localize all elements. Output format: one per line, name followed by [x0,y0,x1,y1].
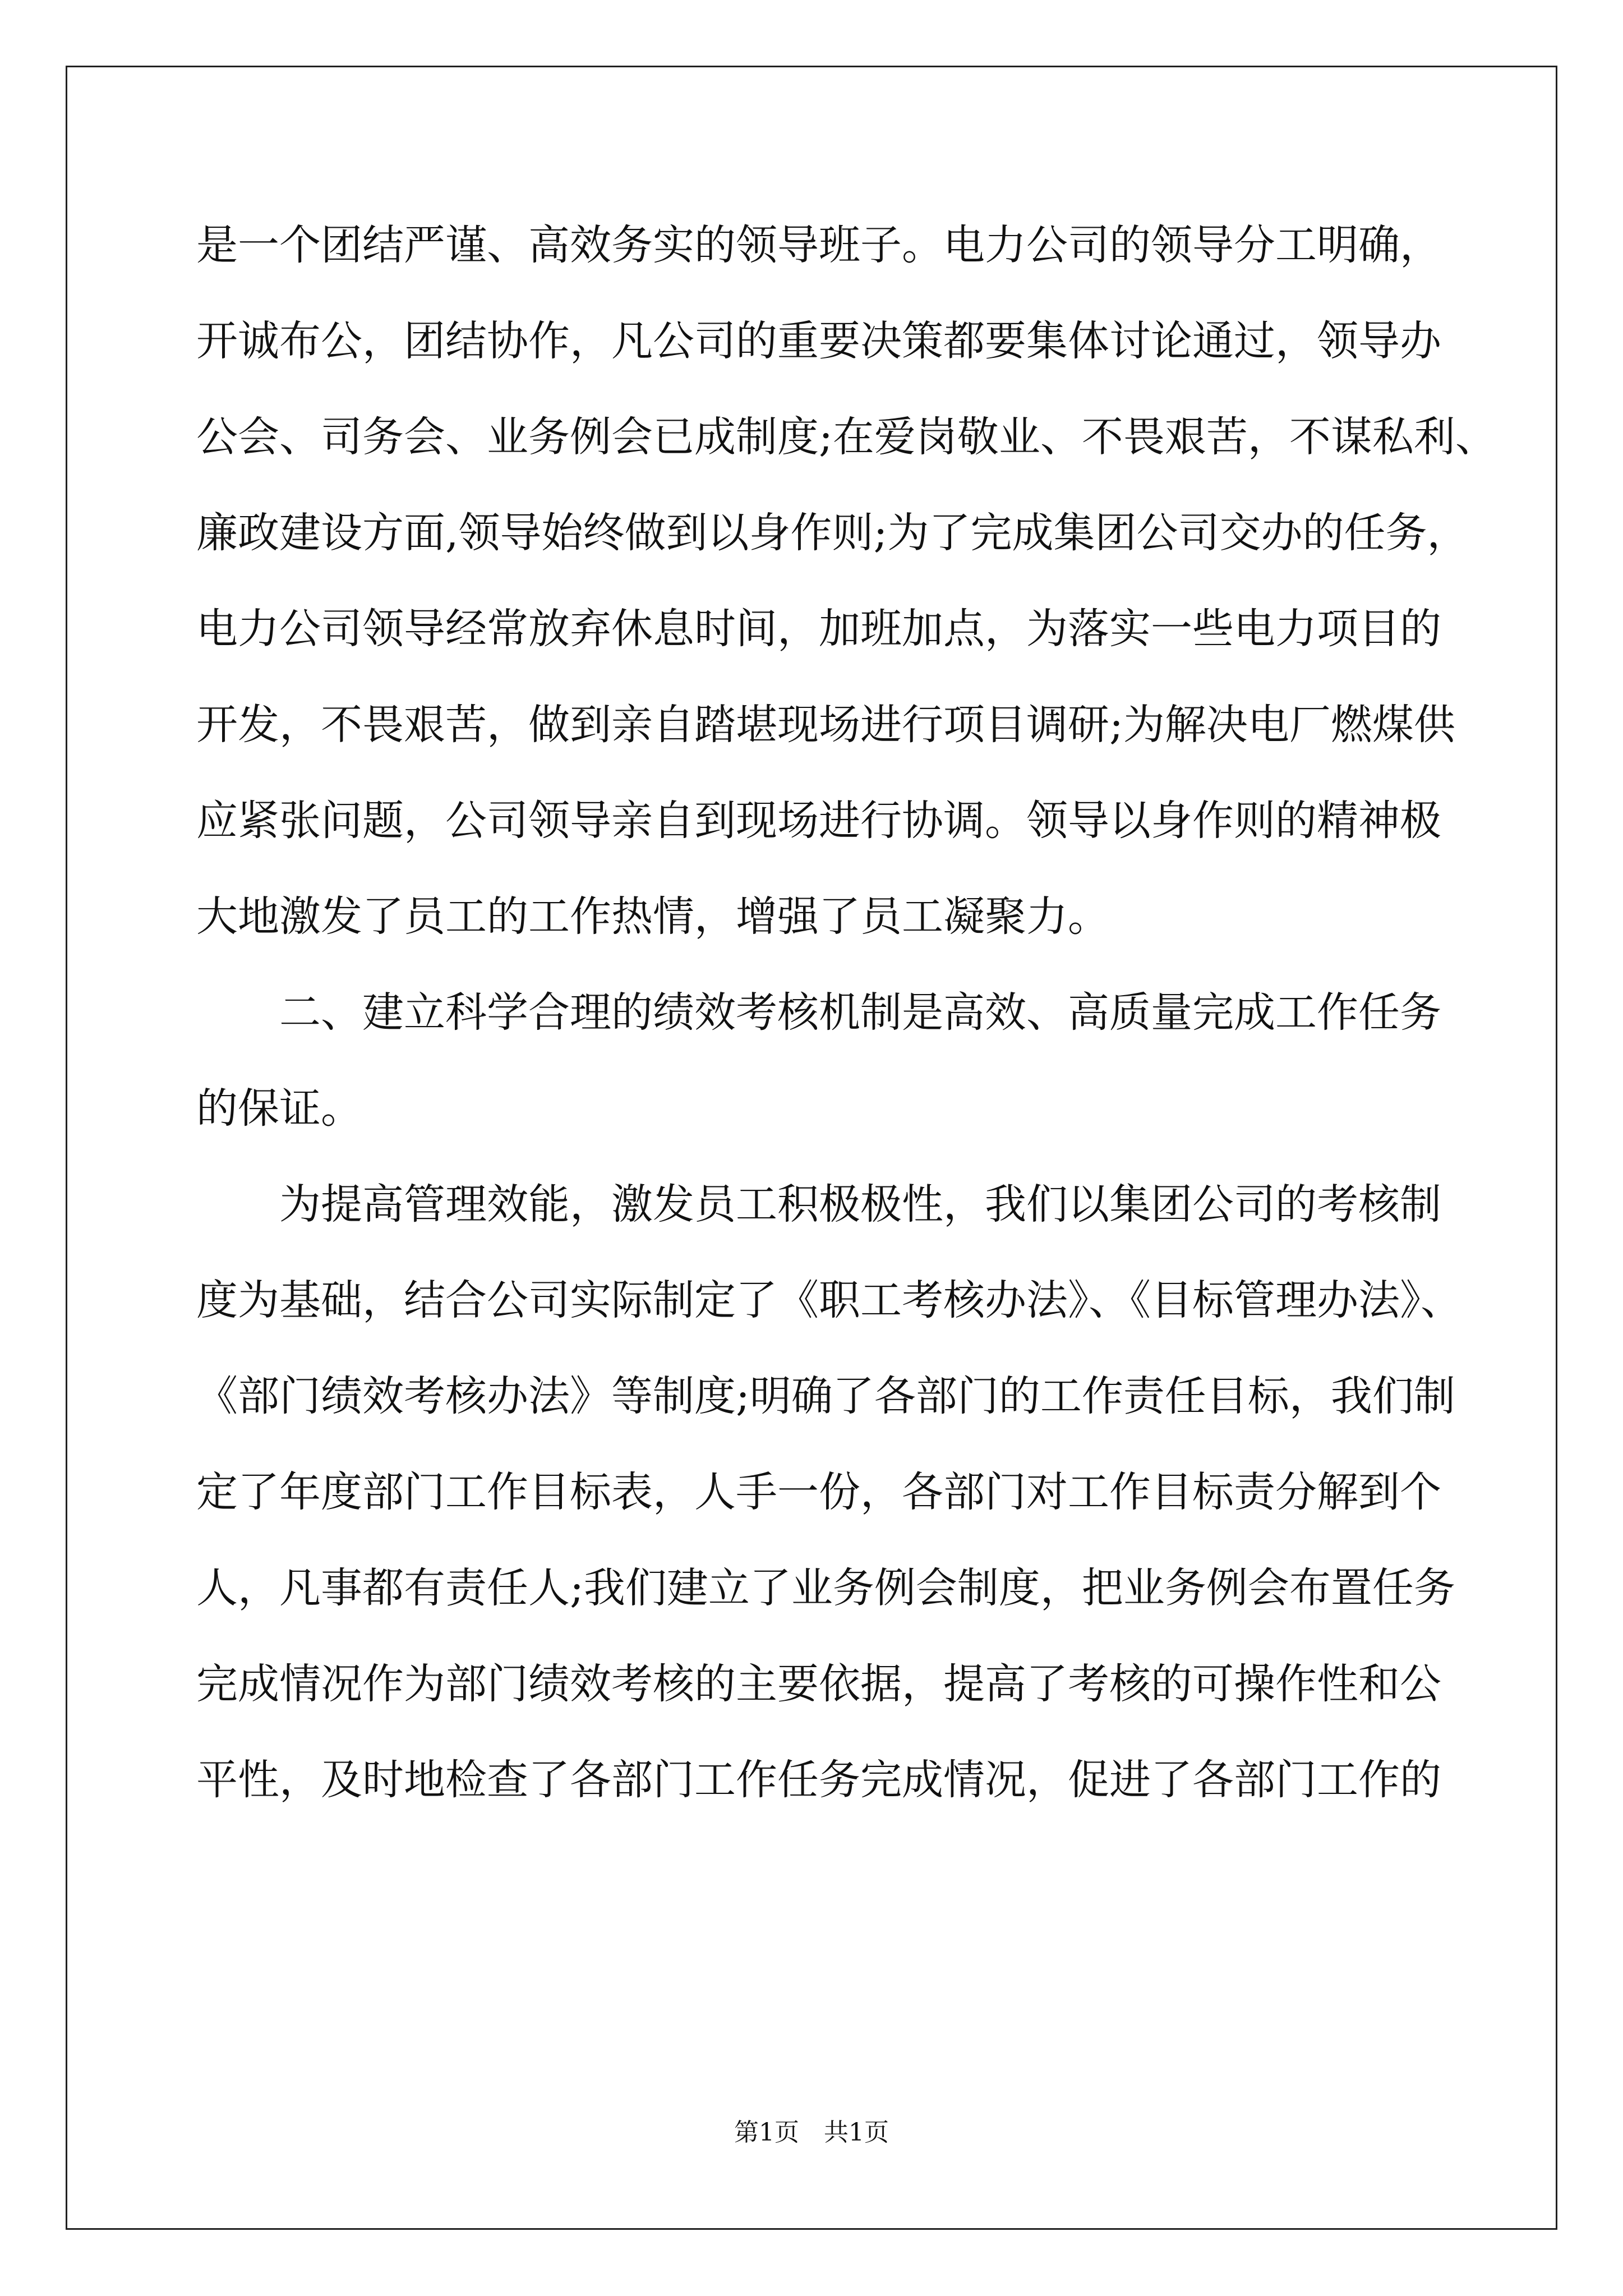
text-line: 电力公司领导经常放弃休息时间，加班加点，为落实一些电力项目的 [196,605,1441,653]
text-line: 度为基础，结合公司实际制定了《职工考核办法》、《目标管理办法》、 [196,1276,1462,1324]
document-body [196,197,1497,1828]
text-line: 开发，不畏艰苦，做到亲自踏堪现场进行项目调研;为解决电厂燃煤供 [196,701,1455,749]
page-number: 第1页 共1页 [734,2118,889,2147]
text-line: 《部门绩效考核办法》等制度;明确了各部门的工作责任目标，我们制 [196,1372,1455,1420]
text-line: 大地激发了员工的工作热情，增强了员工凝聚力。 [196,892,1109,941]
section-heading: 二、建立科学合理的绩效考核机制是高效、高质量完成工作任务 [279,988,1441,1037]
text-line: 完成情况作为部门绩效考核的主要依据，提高了考核的可操作性和公 [196,1660,1441,1708]
text-line: 公会、司务会、业务例会已成制度;在爱岗敬业、不畏艰苦，不谋私利、 [196,413,1497,461]
text-line: 定了年度部门工作目标表，人手一份，各部门对工作目标责分解到个 [196,1468,1441,1516]
text-line: 为提高管理效能，激发员工积极极性，我们以集团公司的考核制 [279,1180,1441,1228]
text-line: 廉政建设方面,领导始终做到以身作则;为了完成集团公司交办的任务， [196,509,1469,557]
text-line: 平性，及时地检查了各部门工作任务完成情况，促进了各部门工作的 [196,1756,1441,1804]
text-line: 应紧张问题，公司领导亲自到现场进行协调。领导以身作则的精神极 [196,797,1441,845]
section-heading-end: 的保证。 [196,1084,362,1133]
text-line: 是一个团结严谨、高效务实的领导班子。电力公司的领导分工明确， [196,221,1441,269]
text-line: 开诚布公，团结协作，凡公司的重要决策都要集体讨论通过，领导办 [196,317,1441,365]
text-line: 人，凡事都有责任人;我们建立了业务例会制度，把业务例会布置任务 [196,1564,1455,1612]
